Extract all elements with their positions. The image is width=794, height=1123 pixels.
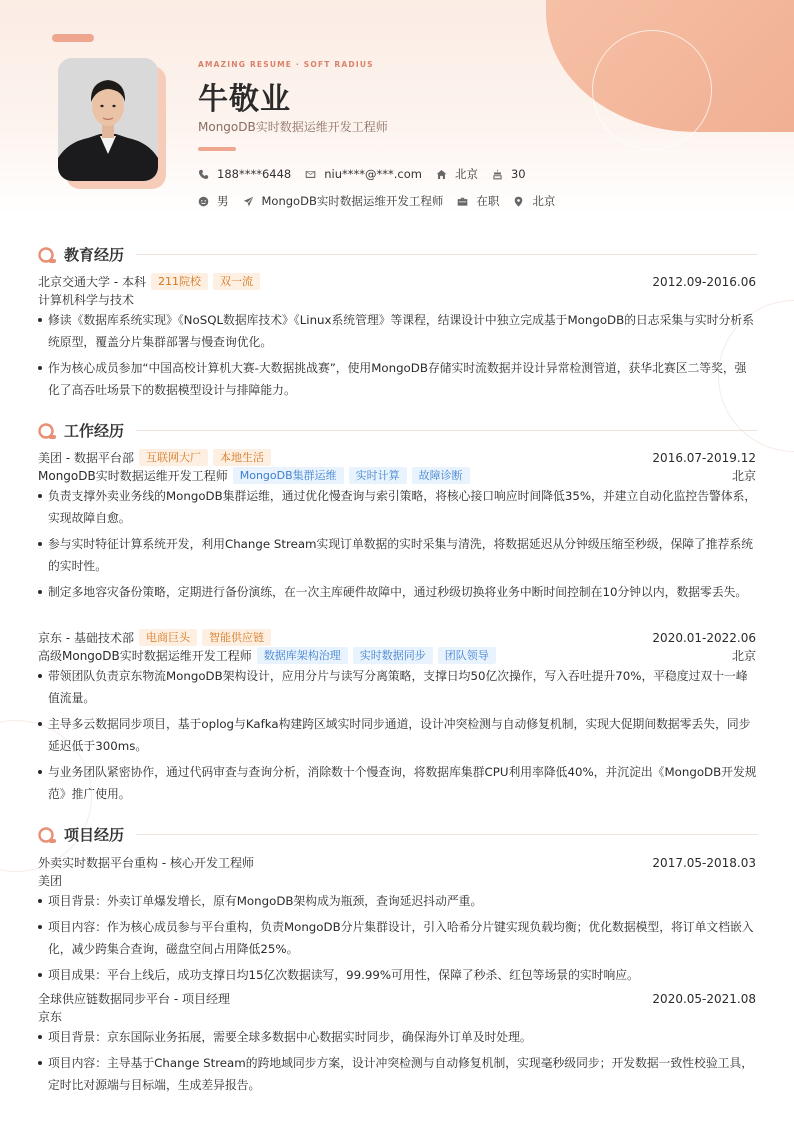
position-item — [243, 193, 444, 209]
section-icon — [38, 246, 56, 264]
target-city-text: 北京 — [532, 194, 556, 208]
company-tag: 本地生活 — [213, 449, 271, 466]
job-bullet: 与业务团队紧密协作，通过代码审查与查询分析，消除数十个慢查询，将数据库集群CPU利用率降低40%，并沉淀出《MongoDB开发规范》推广使用。 — [38, 761, 758, 805]
project-name-row — [38, 990, 756, 1007]
school-line: 北京交通大学 - 本科 — [38, 275, 146, 289]
job-company-row — [38, 449, 756, 466]
education-bullet: 修读《数据库系统实现》《NoSQL数据库技术》《Linux系统管理》等课程，结课设计中独立完成基于MongoDB的日志采集与实时分析系统原型，覆盖分片集群部署与慢查询优化。 — [38, 309, 758, 353]
education-tag: 211院校 — [151, 273, 208, 290]
send-icon — [243, 196, 254, 207]
role-tag: 实时计算 — [349, 467, 407, 484]
major-row — [38, 291, 756, 308]
email-text: niu****@***.com — [324, 167, 422, 181]
city-text: 北京 — [454, 167, 478, 181]
email-item — [305, 167, 422, 181]
decorative-pill — [52, 34, 94, 42]
age-item — [492, 167, 526, 181]
phone-icon — [198, 169, 209, 180]
age-text: 30 — [510, 167, 526, 181]
job-location: 北京 — [731, 649, 756, 663]
gender-icon — [198, 196, 209, 207]
role-tag: 实时数据同步 — [353, 647, 433, 664]
mail-icon — [305, 169, 316, 180]
education-row — [38, 273, 756, 290]
section-divider — [136, 834, 758, 835]
accent-bar — [198, 147, 236, 151]
project-bullet: 项目背景：外卖订单爆发增长，原有MongoDB架构成为瓶颈，查询延迟抖动严重。 — [38, 890, 758, 912]
section-title-education: 教育经历 — [64, 246, 125, 264]
role-tag: 故障诊断 — [412, 467, 470, 484]
section-work — [38, 420, 758, 441]
job-company: 美团 - 数据平台部 — [38, 451, 134, 465]
contact-row — [198, 166, 540, 182]
candidate-title: MongoDB实时数据运维开发工程师 — [198, 120, 388, 134]
job-location: 北京 — [731, 469, 756, 483]
job-bullet: 主导多云数据同步项目，基于oplog与Kafka构建跨区域实时同步通道，设计冲突检测与自动修复机制，实现大促期间数据零丢失，同步延迟低于300ms。 — [38, 713, 758, 757]
project-period: 2020.05-2021.08 — [652, 991, 756, 1006]
avatar-photo — [58, 58, 158, 181]
project-bullet: 项目内容：主导基于Change Stream的跨地域同步方案，设计冲突检测与自动修复机制，实现毫秒级同步；开发数据一致性校验工具，定时比对源端与目标端，生成差异报告。 — [38, 1052, 758, 1096]
section-icon — [38, 422, 56, 440]
location-icon — [513, 196, 524, 207]
role-tag: 数据库架构治理 — [257, 647, 348, 664]
candidate-name: 牛敬业 — [198, 82, 291, 117]
cake-icon — [492, 169, 503, 180]
job-bullet: 参与实时特征计算系统开发，利用Change Stream实现订单数据的实时采集与清洗，将数据延迟从分钟级压缩至秒级，保障了推荐系统的实时性。 — [38, 533, 758, 577]
role-tag: MongoDB集群运维 — [233, 467, 344, 484]
phone-item — [198, 167, 291, 181]
project-period: 2017.05-2018.03 — [652, 855, 756, 870]
position-text: MongoDB实时数据运维开发工程师 — [261, 194, 444, 208]
section-divider — [136, 254, 758, 255]
status-item — [457, 193, 499, 209]
section-projects — [38, 824, 758, 845]
job-period: 2016.07-2019.12 — [652, 450, 756, 465]
job-role-row — [38, 647, 756, 664]
project-bullet: 项目成果：平台上线后，成功支撑日均15亿次数据读写，99.99%可用性，保障了秒杀、红包等场景的实时响应。 — [38, 964, 758, 986]
home-icon — [436, 169, 447, 180]
section-title-projects: 项目经历 — [64, 826, 125, 844]
profile-row — [198, 193, 569, 209]
status-text: 在职 — [476, 194, 500, 208]
company-tag: 互联网大厂 — [139, 449, 208, 466]
gender-text: 男 — [217, 194, 229, 208]
job-role-row — [38, 467, 756, 484]
city-item — [436, 166, 478, 182]
job-bullet: 制定多地容灾备份策略，定期进行备份演练，在一次主库硬件故障中，通过秒级切换将业务中断时间控制在10分钟以内，数据零丢失。 — [38, 581, 758, 603]
project-org-row — [38, 872, 756, 889]
project-name: 全球供应链数据同步平台 - 项目经理 — [38, 992, 230, 1006]
phone-text: 188****6448 — [217, 167, 292, 181]
education-tag: 双一流 — [213, 273, 260, 290]
project-bullet: 项目背景：京东国际业务拓展，需要全球多数据中心数据实时同步，确保海外订单及时处理。 — [38, 1026, 758, 1048]
section-icon — [38, 826, 56, 844]
project-org: 京东 — [38, 1010, 63, 1024]
decorative-ring — [592, 30, 712, 150]
section-divider — [136, 430, 758, 431]
project-bullet: 项目内容：作为核心成员参与平台重构，负责MongoDB分片集群设计，引入哈希分片键实现负载均衡；优化数据模型，将订单文档嵌入化，减少跨集合查询，磁盘空间占用降低25%。 — [38, 916, 758, 960]
project-org: 美团 — [38, 874, 63, 888]
target-city-item — [513, 193, 555, 209]
role-tag: 团队领导 — [438, 647, 496, 664]
major-text: 计算机科学与技术 — [38, 293, 135, 307]
education-bullet: 作为核心成员参加“中国高校计算机大赛-大数据挑战赛”，使用MongoDB存储实时流数据并设计异常检测管道，获华北赛区二等奖，强化了高吞吐场景下的数据模型设计与排障能力。 — [38, 357, 758, 401]
project-org-row — [38, 1008, 756, 1025]
job-company: 京东 - 基础技术部 — [38, 631, 134, 645]
job-company-row — [38, 629, 756, 646]
job-period: 2020.01-2022.06 — [652, 630, 756, 645]
section-education — [38, 244, 758, 265]
company-tag: 电商巨头 — [139, 629, 197, 646]
section-title-work: 工作经历 — [64, 422, 125, 440]
education-period: 2012.09-2016.06 — [652, 274, 756, 289]
project-name-row — [38, 854, 756, 871]
job-bullet: 带领团队负责京东物流MongoDB架构设计，应用分片与读写分离策略，支撑日均50亿次操作，写入吞吐提升70%，平稳度过双十一峰值流量。 — [38, 665, 758, 709]
job-bullet: 负责支撑外卖业务线的MongoDB集群运维，通过优化慢查询与索引策略，将核心接口响应时间降低35%，并建立自动化监控告警体系，实现故障自愈。 — [38, 485, 758, 529]
job-role: 高级MongoDB实时数据运维开发工程师 — [38, 649, 252, 663]
job-role: MongoDB实时数据运维开发工程师 — [38, 469, 228, 483]
briefcase-icon — [457, 196, 468, 207]
resume-tagline: AMAZING RESUME · SOFT RADIUS — [198, 60, 374, 69]
project-name: 外卖实时数据平台重构 - 核心开发工程师 — [38, 856, 254, 870]
gender-item — [198, 193, 229, 209]
company-tag: 智能供应链 — [202, 629, 271, 646]
